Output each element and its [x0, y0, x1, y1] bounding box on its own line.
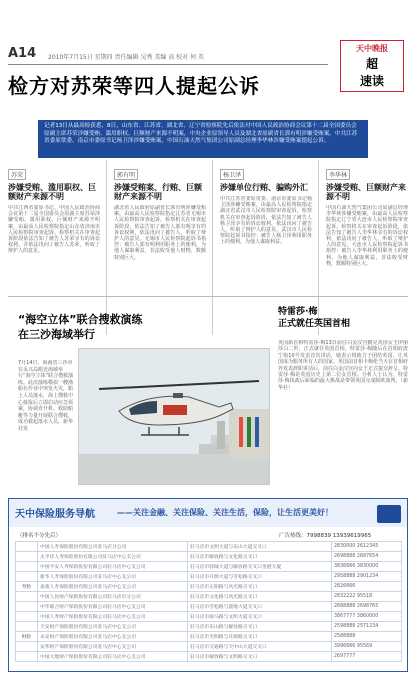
- column-guo-youming: [114, 162, 206, 332]
- table-cell-name: 中国人寿财产保险股份有限公司驻马店中心支公司: [38, 612, 188, 622]
- table-cell-cat: [16, 602, 38, 612]
- column-title: 涉嫌受贿、巨额财产来源不明: [326, 183, 406, 201]
- table-cell-cat: [16, 652, 38, 662]
- table-row: [16, 652, 402, 662]
- table-cell-address: 驻马店市解放路与文化路交叉口: [188, 552, 332, 562]
- photo-story-title: [18, 312, 142, 342]
- column-divider: [212, 160, 213, 335]
- table-cell-name: 天安财产保险股份有限公司驻马店中心支公司: [38, 622, 188, 632]
- ad-brand: 天中保险服务导航: [15, 509, 95, 520]
- column-body: 中共江苏省委原常委、南京市委原书记杨卫泽涉嫌受贿案，由最高人民检察院指定湖北省武汉市人民检察院审查起诉。检察机关在审查起诉阶段，依法告知了被告人杨卫泽享有的诉讼权利，依法讯问了被告人，听取了辩护人的意见。武汉市人民检察院起诉书指控：被告人杨卫泽利用职务上的便利，为他人谋取利益。: [220, 196, 312, 246]
- table-cell-cat: [16, 642, 38, 652]
- table-cell-name: 安邦财产保险股份有限公司驻马店中心支公司: [38, 642, 188, 652]
- section-badge: [340, 40, 404, 92]
- page-header: [8, 46, 328, 62]
- table-row: [16, 642, 402, 652]
- right-title-line1: 特雷莎·梅: [278, 307, 318, 317]
- table-row: [16, 562, 402, 572]
- ad-subtitle: （排名不分先后）: [17, 533, 62, 539]
- photo-title-line1: “海空立体”联合搜救演练: [18, 313, 143, 326]
- badge-line1: 超: [365, 57, 378, 71]
- right-story-body: 英国新首相特雷莎·梅13日前往白金汉宫觐见英国女王伊丽莎白二世，正式就任英国首相。特雷莎·梅随后在首相府唐宁街10号发表首次讲话，她表示将致力于团结英国，让英国成为服务所有人的国家。英国前首相卡梅伦当天在首相府外发表辞职讲话后，前往白金汉宫向女王正式提交辞呈。特雷莎·梅是英国历史上第二位女首相。分析人士认为，特雷莎·梅执政后面临的最大挑战是带领英国完成脱欧谈判。（新华社）: [278, 340, 408, 391]
- table-row: [16, 542, 402, 552]
- table-cell-name: 太平洋人寿保险股份有限公司驻马店中心支公司: [38, 552, 188, 562]
- column-title: 涉嫌受贿、滥用职权、巨额财产来源不明: [8, 183, 96, 201]
- table-cell-cat: [16, 552, 38, 562]
- table-cell-cat: [16, 572, 38, 582]
- table-cell-address: 驻马店市驿城大道与解放路交叉口金港大厦: [188, 562, 332, 572]
- right-title-line2: 正式就任英国首相: [278, 319, 351, 329]
- table-cell-address: 驻马店市雪松路与置地大道交叉口: [188, 602, 332, 612]
- badge-line2: 速读: [359, 74, 384, 88]
- ad-slogan: ——关注金融、关注保险、关注生活，保险，让生活更美好！: [117, 508, 333, 517]
- column-body: 中国石油天然气集团公司原副总经理李华林涉嫌受贿案，由最高人民检察院指定辽宁省大连市人民检察院审查起诉。检察机关在审查起诉阶段，依法告知了被告人李华林享有的诉讼权利，依法讯问了被告人，听取了辩护人的意见。大连市人民检察院起诉书指控：被告人李华林利用职务上的便利，为他人谋取利益，非法收受财物，数额特别巨大。: [326, 205, 408, 267]
- helicopter-illustration: [79, 349, 269, 484]
- page-number: A14: [8, 46, 37, 61]
- table-cell-address: 驻马店市文化路与风光路交叉口: [188, 592, 332, 602]
- table-cell-address: 驻马店市乐山路与解放路交叉口: [188, 622, 332, 632]
- table-cell-name: 泰康人寿保险股份有限公司驻马店中心支公司: [38, 582, 188, 592]
- table-row: [16, 552, 402, 562]
- column-body: 中共江西省委原书记、中国人民政治协商会议第十二届全国委员会原副主席苏荣涉嫌受贿、滥用职权、巨额财产来源不明案，由最高人民检察院指定山东省济南市人民检察院审查起诉。检察机关在审查起诉阶段依法告知了被告人苏荣享有的诉讼权利，并依法讯问了被告人苏荣，听取了辩护人的意见。: [8, 205, 100, 255]
- intro-box: 记者13日从最高检获悉，8日，山东省、江苏省、湖北省、辽宁省检察院先后依法对中国人民政治协商会议第十二届全国委员会原副主席苏荣涉嫌受贿、滥用职权、巨额财产来源不明案，中央企业原领导人员及湖北省原副省长郭有明涉嫌受贿案，中共江苏省委原常委、南京市委原书记杨卫泽涉嫌受贿案，中国石油天然气集团公司原副总经理李华林涉嫌受贿案提起公诉。: [38, 120, 368, 158]
- table-cell-name: 中国平安人寿保险股份有限公司驻马店中心支公司: [38, 562, 188, 572]
- table-row: [16, 582, 402, 592]
- main-headline: 检方对苏荣等四人提起公诉: [8, 74, 260, 98]
- table-cell-address: 驻马店市开源大道与雪松路交叉口: [188, 572, 332, 582]
- table-cell-phone: 2826666: [332, 582, 402, 592]
- badge-logo: 天中晚报: [356, 44, 388, 53]
- table-cell-cat: [16, 622, 38, 632]
- column-divider: [106, 160, 107, 335]
- column-tag: 杨卫泽: [220, 169, 244, 180]
- table-row: [16, 632, 402, 642]
- ad-header: [9, 499, 407, 527]
- table-cell-cat: [16, 562, 38, 572]
- column-tag: 李华林: [326, 169, 350, 180]
- table-cell-name: 中华联合财产保险股份有限公司驻马店中心支公司: [38, 602, 188, 612]
- table-cell-address: 驻马店市光明路与开源路交叉口: [188, 632, 332, 642]
- table-row: [16, 592, 402, 602]
- table-cell-phone: 3867777 3860000: [332, 612, 402, 622]
- table-cell-name: 永安财产保险股份有限公司驻马店中心支公司: [38, 632, 188, 642]
- table-cell-cat: [16, 592, 38, 602]
- table-cell-address: 驻马店市骏马路与文明大道交叉口: [188, 612, 332, 622]
- table-cell-cat: [16, 612, 38, 622]
- table-cell-phone: 2598888 2571234: [332, 622, 402, 632]
- right-story-title: [278, 306, 350, 330]
- column-title: 涉嫌受贿案、行贿、巨额财产来源不明: [114, 183, 202, 201]
- ad-table: [15, 541, 402, 662]
- column-body: 湖北省人民政府原副省长郭有明涉嫌受贿案，由最高人民检察院指定江苏省无锡市人民检察院审查起诉。检察机关在审查起诉阶段，依法告知了被告人郭有明享有的诉讼权利，依法讯问了被告人，听取了辩护人的意见。无锡市人民检察院起诉书指控：被告人郭有明利用职务上的便利，为他人谋取利益，非法收受他人财物，数额特别巨大。: [114, 205, 206, 261]
- insurance-ad: [8, 498, 408, 672]
- table-cell-phone: 2958888 2901234: [332, 572, 402, 582]
- ad-hotline: 广告热线：7998839 13939619965: [279, 533, 372, 539]
- table-cell-name: 中国人民财产保险股份有限公司驻马店市分公司: [38, 592, 188, 602]
- table-cell-cat: 财险: [16, 632, 38, 642]
- page-meta: 2010年7月15日 星期四 责任编辑 吴秀 美编 高 校对 何 英: [48, 54, 204, 61]
- table-cell-address: 驻马店市文明大道与乐山大道交叉口: [188, 542, 332, 552]
- table-cell-phone: 2832222 95518: [332, 592, 402, 602]
- table-cell-phone: 2688888 2698765: [332, 602, 402, 612]
- column-tag: 郭有明: [114, 169, 138, 180]
- table-row: [16, 602, 402, 612]
- header-rule: [8, 64, 328, 65]
- table-cell-phone: 2697777: [332, 652, 402, 662]
- column-tag: 苏荣: [8, 169, 26, 180]
- table-cell-name: 新华人寿保险股份有限公司驻马店中心支公司: [38, 572, 188, 582]
- table-row: [16, 622, 402, 632]
- column-su-rong: [8, 162, 100, 332]
- table-cell-phone: 2698888 2687654: [332, 552, 402, 562]
- table-row: [16, 572, 402, 582]
- table-cell-address: 驻马店市正阳路与风光路交叉口: [188, 582, 332, 592]
- table-cell-phone: 3996666 95569: [332, 642, 402, 652]
- table-cell-cat: [16, 542, 38, 552]
- table-cell-address: 驻马店市交通路与天中山大道交叉口: [188, 642, 332, 652]
- table-cell-address: 驻马店市解放路与文明路交叉口: [188, 652, 332, 662]
- table-cell-cat: 寿险: [16, 582, 38, 592]
- table-cell-phone: 2830000 2612345: [332, 542, 402, 552]
- ad-logo-icon: [377, 505, 401, 523]
- table-cell-phone: 3836666 3830000: [332, 562, 402, 572]
- section-rule: [8, 296, 408, 297]
- table-cell-phone: 2588888: [332, 632, 402, 642]
- table-cell-name: 中国人寿保险股份有限公司驻马店分公司: [38, 542, 188, 552]
- helicopter-photo: [78, 348, 270, 485]
- table-cell-name: 中国大地财产保险股份有限公司驻马店中心支公司: [38, 652, 188, 662]
- photo-title-line2: 在三沙海域举行: [18, 328, 95, 341]
- photo-caption: 7月14日，海南省三沙市在永兴岛附近海域举行“海空立体”联合搜救演练。此次演练模拟一艘渔船在作业中突发火灾，船上人员落水，海上搜救中心接报后立即启动应急预案，协调直升机、救助船艇等力量开展联合搜救，成功救起落水人员。新华社发: [18, 360, 74, 432]
- table-row: [16, 612, 402, 622]
- column-title: 涉嫌单位行贿、骗购外汇: [220, 183, 308, 192]
